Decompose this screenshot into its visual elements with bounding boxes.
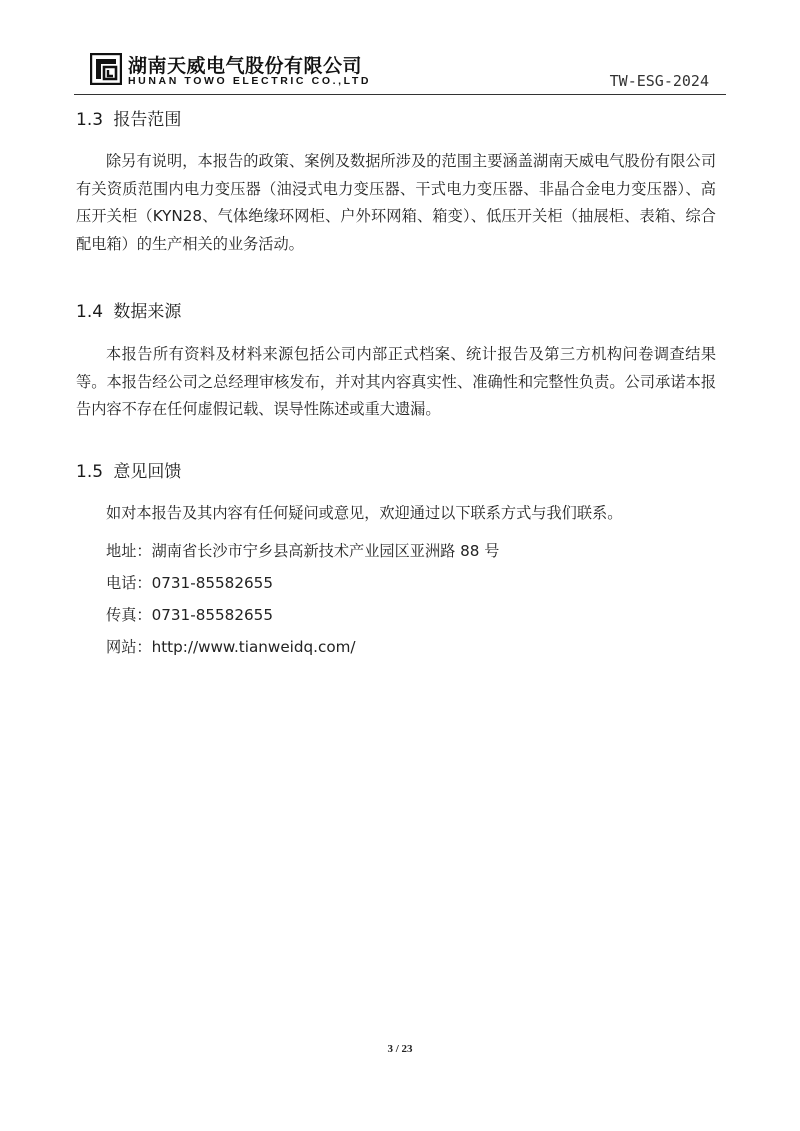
section-heading-feedback <box>76 457 181 482</box>
report-scope-paragraph: 除另有说明，本报告的政策、案例及数据所涉及的范围主要涵盖湖南天威电气股份有限公司有关资质范围内电力变压器（油浸式电力变压器、干式电力变压器、非晶合金电力变压器）、高压开关柜（KYN28、气体绝缘环网柜、户外环网箱、箱变）、低压开关柜（抽展柜、表箱、综合配电箱）的生产相关的业务活动。 <box>76 152 716 253</box>
page-header <box>0 0 800 100</box>
section-number: 1.5 <box>76 462 104 482</box>
company-name-cn: 湖南天威电气股份有限公司 <box>128 55 363 77</box>
section-title: 数据来源 <box>113 302 182 322</box>
header-divider <box>74 94 726 95</box>
section-number: 1.4 <box>76 302 104 322</box>
section-title: 报告范围 <box>113 110 182 130</box>
company-name-en: HUNAN TOWO ELECTRIC CO.,LTD <box>128 75 372 87</box>
section-heading-data-source <box>76 297 181 322</box>
contact-phone: 电话：0731-85582655 <box>106 574 273 592</box>
section-heading-report-scope <box>76 105 181 130</box>
feedback-paragraph: 如对本报告及其内容有任何疑问或意见，欢迎通过以下联系方式与我们联系。 <box>106 504 623 522</box>
section-title: 意见回馈 <box>113 462 182 482</box>
contact-address: 地址：湖南省长沙市宁乡县高新技术产业园区亚洲路 88 号 <box>106 542 500 560</box>
data-source-paragraph: 本报告所有资料及材料来源包括公司内部正式档案、统计报告及第三方机构问卷调查结果等。本报告经公司之总经理审核发布，并对其内容真实性、准确性和完整性负责。公司承诺本报告内容不存在任何虚假记载、误导性陈述或重大遗漏。 <box>76 345 716 418</box>
page-number: 3 / 23 <box>387 1043 413 1055</box>
contact-fax: 传真：0731-85582655 <box>106 606 273 624</box>
document-code: TW-ESG-2024 <box>609 72 709 90</box>
section-number: 1.3 <box>76 110 104 130</box>
towo-logo-icon <box>90 53 122 85</box>
contact-website[interactable]: 网站：http://www.tianweidq.com/ <box>106 638 356 656</box>
